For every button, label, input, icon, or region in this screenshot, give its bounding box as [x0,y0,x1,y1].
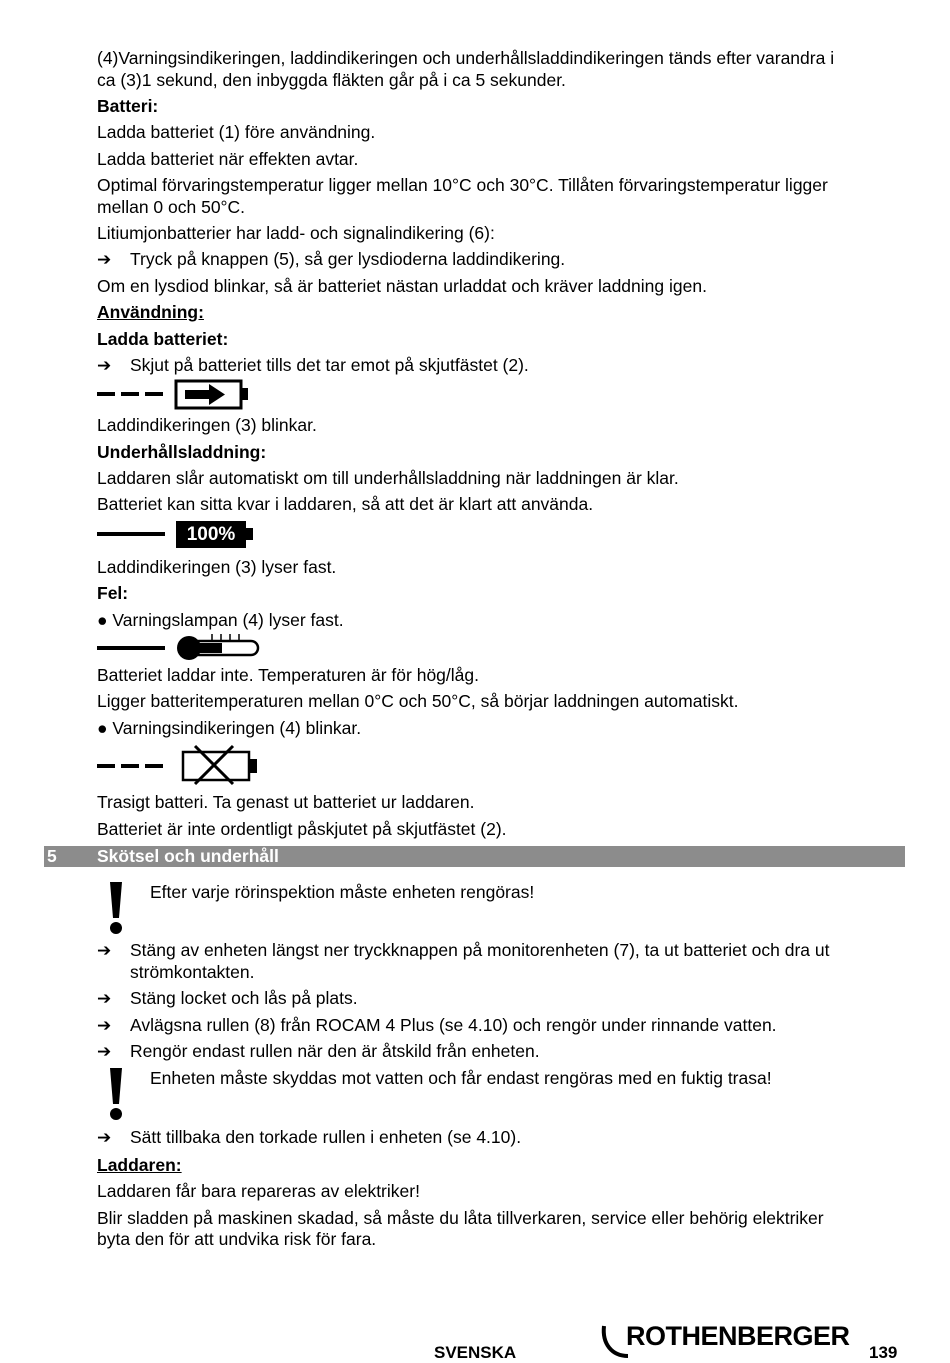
text-line: Batteriet kan sitta kvar i laddaren, så att det är klart att använda. [97,494,594,514]
arrow-icon: ➔ [97,356,112,375]
arrow-icon: ➔ [97,1016,112,1035]
text-line: Optimal förvaringstemperatur ligger mellan 10°C och 30°C. Tillåten förvaringstemperatur ligger [97,175,828,195]
arrow-icon: ➔ [97,1042,112,1061]
battery-terminal [246,528,253,540]
heading-fel: Fel: [97,583,129,603]
heading-batteri: Batteri: [97,96,159,116]
warning-exclamation-icon [108,880,124,936]
text-line: ● Varningslampan (4) lyser fast. [97,610,344,630]
battery-charging-icon [97,378,257,412]
step-line: Skjut på batteriet tills det tar emot på skjutfästet (2). [130,355,529,375]
warning-text: Efter varje rörinspektion måste enheten rengöras! [150,882,535,902]
warning-text: Enheten måste skyddas mot vatten och får endast rengöras med en fuktig trasa! [150,1068,772,1088]
text-line: Blir sladden på maskinen skadad, så måste du låta tillverkaren, service eller behörig elektriker [97,1208,824,1228]
step-line: Sätt tillbaka den torkade rullen i enheten (se 4.10). [130,1127,522,1147]
text-line: mellan 0 och 50°C. [97,197,246,217]
text-line: Laddaren slår automatiskt om till underhållsladdning när laddningen är klar. [97,468,679,488]
text-line: Ladda batteriet (1) före användning. [97,122,376,142]
text-line: Laddindikeringen (3) blinkar. [97,415,317,435]
text-line: Batteriet laddar inte. Temperaturen är för hög/låg. [97,665,479,685]
text-line: ● Varningsindikeringen (4) blinkar. [97,718,362,738]
arrow-icon: ➔ [97,250,112,269]
text-line: Om en lysdiod blinkar, så är batteriet nästan urladdat och kräver laddning igen. [97,276,707,296]
text-line: Laddaren får bara repareras av elektriker! [97,1181,420,1201]
text-line: Batteriet är inte ordentligt påskjutet på skjutfästet (2). [97,819,507,839]
section-header-bar [44,846,905,867]
step-line: Tryck på knappen (5), så ger lysdioderna laddindikering. [130,249,566,269]
section-number: 5 [47,846,57,866]
arrow-icon: ➔ [97,1128,112,1147]
step-line: Stäng av enheten längst ner tryckknappen på monitorenheten (7), ta ut batteriet och dra ut [130,940,830,960]
text-line: Trasigt batteri. Ta genast ut batteriet ur laddaren. [97,792,475,812]
text-line: Ladda batteriet när effekten avtar. [97,149,359,169]
intro-line-2: ca (3)1 sekund, den inbyggda fläkten går på i ca 5 sekunder. [97,70,566,90]
battery-defect-icon [97,744,267,786]
heading-ladda-batteriet: Ladda batteriet: [97,329,229,349]
logo-text: ROTHENBERGER [626,1321,850,1351]
section-title: Skötsel och underhåll [97,846,279,866]
heading-laddaren: Laddaren: [97,1155,182,1175]
text-line: byta den för att undvika risk för fara. [97,1229,377,1249]
battery-full-icon: 100% [176,521,246,548]
arrow-icon: ➔ [97,989,112,1008]
step-line: Avlägsna rullen (8) från ROCAM 4 Plus (se 4.10) och rengör under rinnande vatten. [130,1015,777,1035]
thermometer-icon [97,632,267,662]
step-line: Stäng locket och lås på plats. [130,988,358,1008]
text-line: Ligger batteritemperaturen mellan 0°C och 50°C, så börjar laddningen automatiskt. [97,691,739,711]
arrow-icon: ➔ [97,941,112,960]
step-line-2: strömkontakten. [130,962,255,982]
intro-line: (4)Varningsindikeringen, laddindikeringen och underhållsladdindikeringen tänds efter varandra i [97,48,835,68]
warning-exclamation-icon [108,1066,124,1122]
heading-anvandning: Användning: [97,302,204,322]
page-number: 139 [869,1343,898,1362]
footer-language: SVENSKA [434,1343,517,1362]
step-line: Rengör endast rullen när den är åtskild från enheten. [130,1041,540,1061]
heading-underhall: Underhållsladdning: [97,442,267,462]
solid-line-icon [97,532,165,536]
text-line: Laddindikeringen (3) lyser fast. [97,557,337,577]
text-line: Litiumjonbatterier har ladd- och signalindikering (6): [97,223,495,243]
